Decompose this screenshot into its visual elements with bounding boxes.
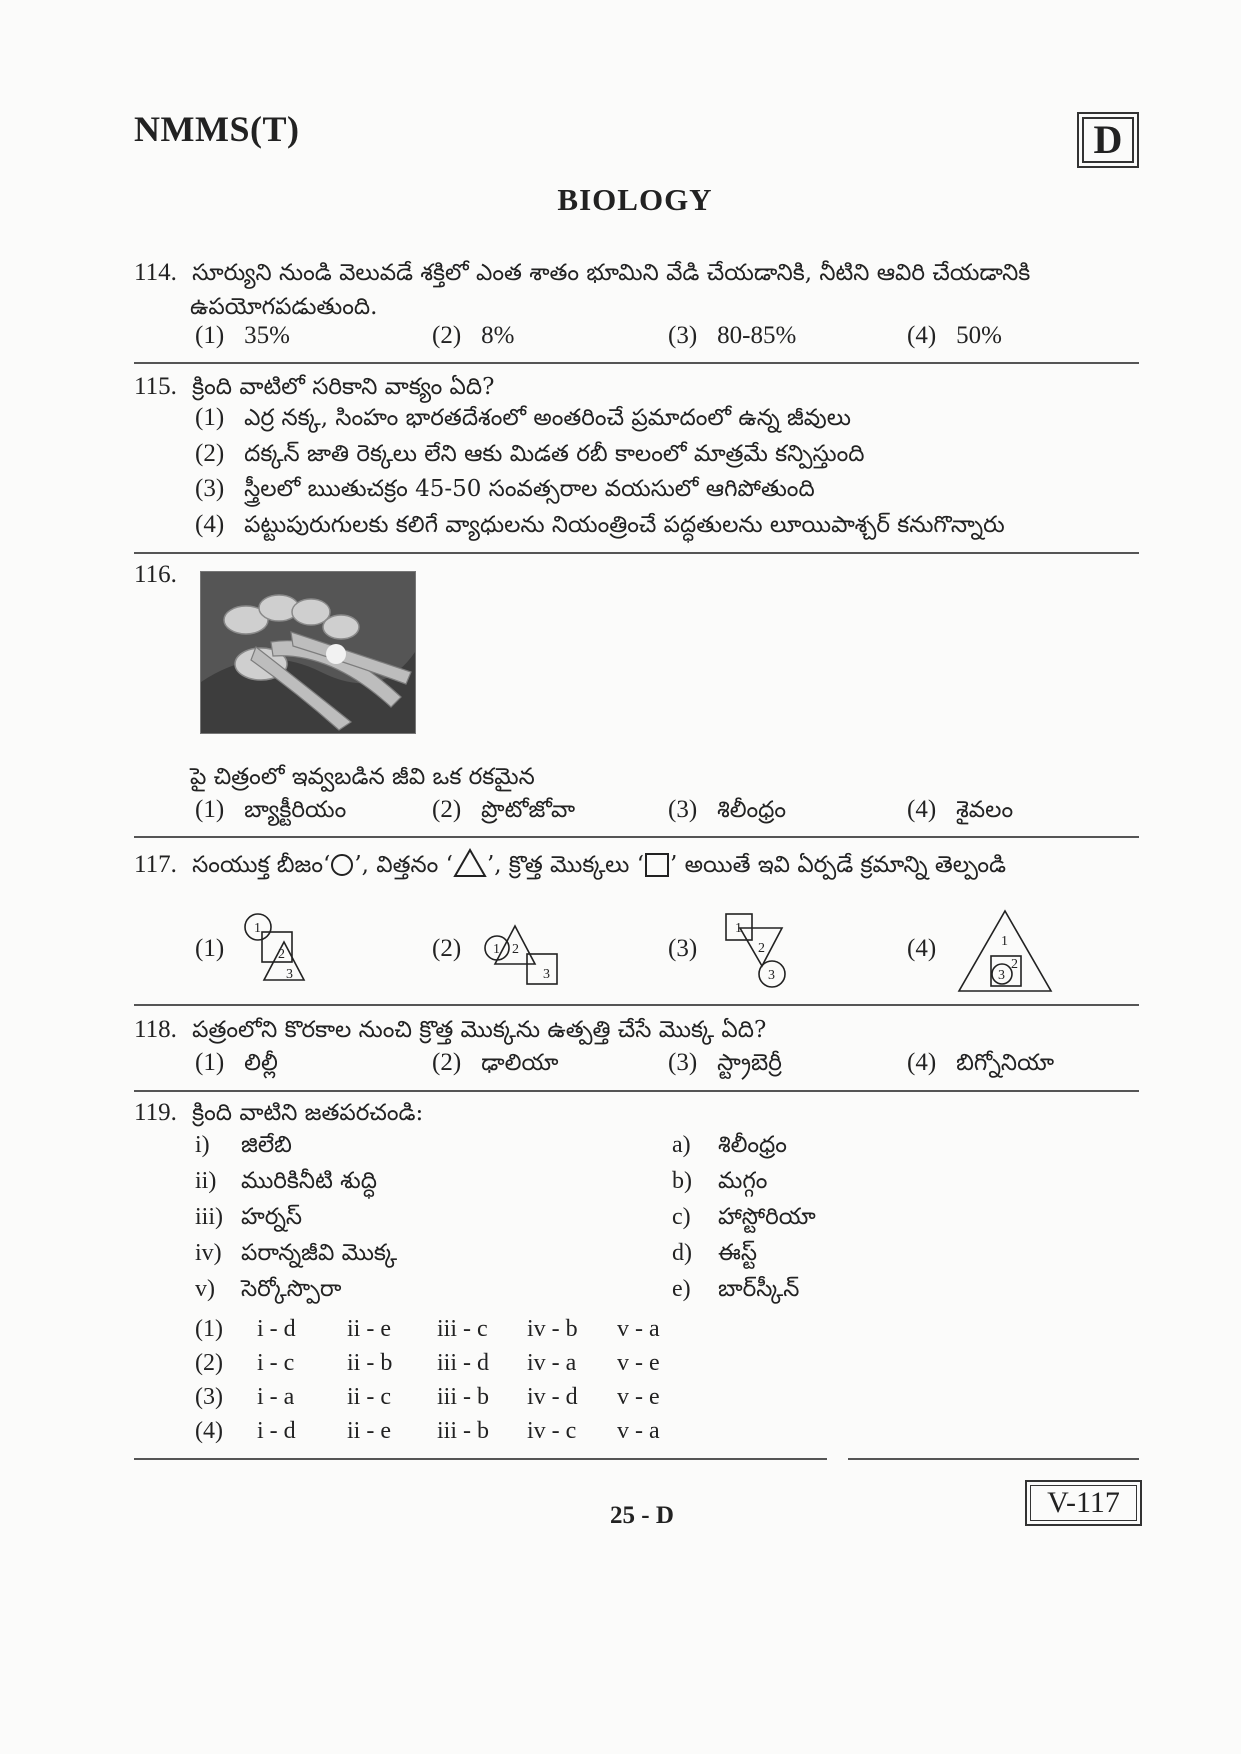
exam-title: NMMS(T) xyxy=(134,109,300,149)
option-text: 50% xyxy=(956,322,1002,349)
option-114-4[interactable] xyxy=(907,322,1002,350)
option-115-1[interactable] xyxy=(195,404,851,437)
diagram-label: 3 xyxy=(998,968,1005,983)
option-text: 8% xyxy=(481,322,515,349)
option-text: 35% xyxy=(244,322,290,349)
question-text-part: ’ అయితే ఇవి ఏర్పడే క్రమాన్ని తెల్పండి xyxy=(670,852,1007,878)
item-number: i) xyxy=(195,1132,210,1158)
question-text: క్రింది వాటిలో సరికాని వాక్యం ఏది? xyxy=(192,374,495,400)
diagram-label: 2 xyxy=(758,941,765,956)
item-text: శిలీంధ్రం xyxy=(718,1132,787,1158)
match-right-item xyxy=(672,1240,757,1272)
option-119-3[interactable] xyxy=(195,1384,660,1411)
option-text: బ్యాక్టీరియం xyxy=(244,797,347,823)
option-118-3[interactable] xyxy=(668,1049,782,1082)
option-text: బిగ్నోనియా xyxy=(956,1050,1055,1076)
match-left-item xyxy=(195,1204,302,1236)
pair: iii - b xyxy=(437,1384,489,1410)
divider xyxy=(134,552,1139,554)
option-114-2[interactable] xyxy=(432,322,514,350)
option-number: (4) xyxy=(907,796,937,823)
question-text: పై చిత్రంలో ఇవ్వబడిన జీవి ఒక రకమైన xyxy=(190,764,535,790)
option-number: (3) xyxy=(668,796,698,823)
diagram-label: 2 xyxy=(278,947,285,962)
option-text: లిల్లీ xyxy=(244,1050,278,1076)
item-text: పరాన్నజీవి మొక్క xyxy=(241,1240,398,1266)
question-number: 116. xyxy=(134,561,177,588)
question-text: క్రింది వాటిని జతపరచండి: xyxy=(192,1100,424,1126)
question-text: పత్రంలోని కొరకాల నుంచి క్రొత్త మొక్కను ఉత్పత్తి చేసే మొక్క ఏది? xyxy=(192,1017,767,1043)
pair: v - a xyxy=(617,1418,660,1444)
option-117-3-label[interactable] xyxy=(668,935,717,963)
option-118-2[interactable] xyxy=(432,1049,558,1082)
item-letter: a) xyxy=(672,1132,691,1158)
question-117 xyxy=(134,848,1006,882)
diagram-label: 2 xyxy=(1011,957,1018,972)
option-117-2-label[interactable] xyxy=(432,935,481,963)
option-115-4[interactable] xyxy=(195,511,1005,544)
option-text: ఎర్ర నక్క, సింహం భారతదేశంలో అంతరించే ప్రమాదంలో ఉన్న జీవులు xyxy=(244,405,852,431)
match-left-item xyxy=(195,1276,342,1308)
question-118 xyxy=(134,1013,766,1047)
diagram-label: 3 xyxy=(286,967,293,982)
option-text: ఢాలియా xyxy=(481,1050,559,1076)
pair: i - d xyxy=(257,1418,296,1444)
microorganism-photo xyxy=(200,571,416,734)
option-number: (2) xyxy=(432,935,462,962)
option-117-1-label[interactable] xyxy=(195,935,244,963)
option-number: (4) xyxy=(907,1049,937,1076)
pair: v - e xyxy=(617,1384,660,1410)
divider xyxy=(134,836,1139,838)
option-119-4[interactable] xyxy=(195,1418,660,1445)
option-text: శైవలం xyxy=(956,797,1014,823)
option-117-2-diagram xyxy=(483,922,567,986)
question-number: 117. xyxy=(134,851,177,878)
match-right-item xyxy=(672,1168,767,1200)
option-number: (3) xyxy=(195,475,225,502)
match-left-item xyxy=(195,1240,397,1272)
diagram-label: 2 xyxy=(512,942,519,957)
match-left-item xyxy=(195,1168,377,1200)
pair: v - a xyxy=(617,1316,660,1342)
subject-heading: BIOLOGY xyxy=(557,182,713,217)
option-116-3[interactable] xyxy=(668,796,786,829)
divider xyxy=(848,1458,1139,1460)
pair: iii - d xyxy=(437,1350,489,1376)
item-letter: c) xyxy=(672,1204,691,1230)
question-114-cont: ఉపయోగపడుతుంది. xyxy=(190,294,378,320)
item-text: జిలేబి xyxy=(241,1132,292,1158)
option-119-1[interactable] xyxy=(195,1316,660,1343)
diagram-label: 1 xyxy=(493,942,500,957)
item-text: హాస్టోరియా xyxy=(718,1204,816,1230)
option-number: (3) xyxy=(668,935,698,962)
pair: ii - c xyxy=(347,1384,391,1410)
triangle-symbol-icon xyxy=(453,848,487,878)
option-116-4[interactable] xyxy=(907,796,1013,829)
pair: ii - e xyxy=(347,1418,391,1444)
option-text: స్త్రీలలో ఋతుచక్రం 45-50 సంవత్సరాల వయసులో ఆగిపోతుంది xyxy=(244,476,815,502)
fungus-image xyxy=(201,572,415,733)
option-118-1[interactable] xyxy=(195,1049,278,1082)
diagram-label: 1 xyxy=(1001,934,1008,949)
option-number: (2) xyxy=(432,322,462,349)
option-number: (4) xyxy=(907,935,937,962)
set-code-box: D xyxy=(1077,112,1139,168)
question-text-part: ’, క్రొత్త మొక్కలు ‘ xyxy=(486,852,645,878)
item-text: మగ్గం xyxy=(718,1168,768,1194)
diagram-label: 1 xyxy=(254,921,261,936)
item-text: మురికినీటి శుద్ధి xyxy=(241,1168,377,1194)
option-number: (2) xyxy=(195,1350,223,1376)
option-number: (3) xyxy=(668,322,698,349)
divider xyxy=(134,1090,1139,1092)
question-number: 118. xyxy=(134,1016,177,1043)
option-117-4-label[interactable] xyxy=(907,935,956,963)
pair: iii - b xyxy=(437,1418,489,1444)
item-number: ii) xyxy=(195,1168,217,1194)
option-number: (1) xyxy=(195,935,225,962)
item-number: iii) xyxy=(195,1204,223,1230)
option-118-4[interactable] xyxy=(907,1049,1054,1082)
diagram-label: 1 xyxy=(735,921,742,936)
question-number: 115. xyxy=(134,373,177,400)
option-114-1[interactable] xyxy=(195,322,290,350)
diagram-label: 3 xyxy=(543,967,550,982)
option-117-1-diagram xyxy=(240,910,324,986)
question-text-part: సంయుక్త బీజం‘ xyxy=(192,852,331,878)
item-number: v) xyxy=(195,1276,215,1302)
page-number: 25 - D xyxy=(610,1502,674,1529)
match-left-item xyxy=(195,1132,292,1164)
item-letter: d) xyxy=(672,1240,692,1266)
option-number: (2) xyxy=(195,440,225,467)
question-114 xyxy=(134,256,1030,290)
pair: i - d xyxy=(257,1316,296,1342)
option-116-1[interactable] xyxy=(195,796,346,829)
option-text: ప్రొటోజోవా xyxy=(481,797,576,823)
divider xyxy=(134,1458,827,1460)
option-text: స్ట్రాబెర్రీ xyxy=(717,1050,782,1076)
option-number: (3) xyxy=(195,1384,223,1410)
item-letter: e) xyxy=(672,1276,691,1302)
option-text: 80-85% xyxy=(717,322,797,349)
item-text: సెర్కోస్పొరా xyxy=(241,1276,342,1302)
pair: v - e xyxy=(617,1350,660,1376)
option-text: పట్టుపురుగులకు కలిగే వ్యాధులను నియంత్రించే పద్ధతులను లూయిపాశ్చర్ కనుగొన్నారు xyxy=(244,512,1005,538)
question-text: సూర్యుని నుండి వెలువడే శక్తిలో ఎంత శాతం భూమిని వేడి చేయడానికి, నీటిని ఆవిరి చేయడానికి xyxy=(192,260,1031,286)
option-number: (1) xyxy=(195,1049,225,1076)
option-115-3[interactable] xyxy=(195,475,815,508)
option-117-4-diagram xyxy=(955,908,1055,994)
question-number: 119. xyxy=(134,1099,177,1126)
option-text: శిలీంధ్రం xyxy=(717,797,787,823)
option-115-2[interactable] xyxy=(195,440,864,473)
pair: iv - a xyxy=(527,1350,577,1376)
question-text-part: ’, విత్తనం ‘ xyxy=(354,852,453,878)
circle-symbol-icon xyxy=(330,853,354,877)
option-number: (4) xyxy=(907,322,937,349)
item-text: బార్‌స్కీన్ xyxy=(718,1276,800,1302)
option-number: (2) xyxy=(432,796,462,823)
pair: iv - d xyxy=(527,1384,578,1410)
option-number: (1) xyxy=(195,1316,223,1342)
question-115 xyxy=(134,370,494,404)
option-114-3[interactable] xyxy=(668,322,796,350)
booklet-code: V-117 xyxy=(1025,1480,1142,1526)
match-right-item xyxy=(672,1132,787,1164)
option-number: (4) xyxy=(195,1418,223,1444)
option-116-2[interactable] xyxy=(432,796,575,829)
divider xyxy=(134,362,1139,364)
option-text: దక్కన్ జాతి రెక్కలు లేని ఆకు మిడత రబీ కాలంలో మాత్రమే కన్పిస్తుంది xyxy=(244,441,865,467)
question-119 xyxy=(134,1096,423,1130)
question-116-number xyxy=(134,558,177,592)
item-letter: b) xyxy=(672,1168,692,1194)
option-119-2[interactable] xyxy=(195,1350,660,1377)
item-text: ఈస్ట్ xyxy=(718,1240,758,1266)
option-number: (2) xyxy=(432,1049,462,1076)
match-right-item xyxy=(672,1276,799,1308)
option-number: (1) xyxy=(195,322,225,349)
question-number: 114. xyxy=(134,259,177,286)
item-number: iv) xyxy=(195,1240,222,1266)
option-number: (1) xyxy=(195,404,225,431)
option-number: (3) xyxy=(668,1049,698,1076)
pair: iii - c xyxy=(437,1316,488,1342)
pair: ii - e xyxy=(347,1316,391,1342)
pair: iv - c xyxy=(527,1418,577,1444)
item-text: హర్నస్ xyxy=(241,1204,303,1230)
option-number: (1) xyxy=(195,796,225,823)
option-117-3-diagram xyxy=(720,910,804,990)
option-number: (4) xyxy=(195,511,225,538)
pair: iv - b xyxy=(527,1316,578,1342)
pair: ii - b xyxy=(347,1350,393,1376)
divider xyxy=(134,1004,1139,1006)
pair: i - a xyxy=(257,1384,295,1410)
diagram-label: 3 xyxy=(768,968,775,983)
pair: i - c xyxy=(257,1350,295,1376)
match-right-item xyxy=(672,1204,816,1236)
square-symbol-icon xyxy=(644,852,670,878)
